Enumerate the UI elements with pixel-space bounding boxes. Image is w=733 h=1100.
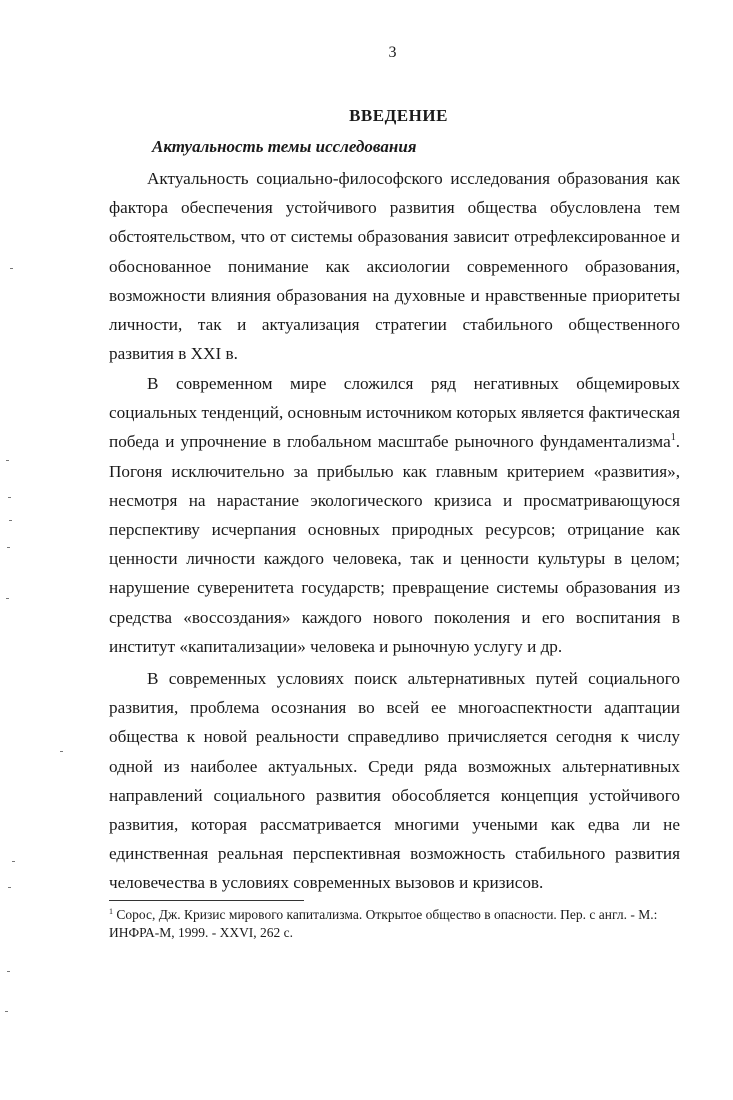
section-subheading: Актуальность темы исследования — [152, 137, 417, 156]
scan-speck — [12, 861, 15, 862]
footnote — [109, 906, 669, 942]
scan-speck — [7, 547, 10, 548]
footnote-text: Сорос, Дж. Кризис мирового капитализма. Открытое общество в опасности. Пер. с англ. - М.: ИНФРА-М, 1999. - XXVI, 262 с. — [109, 907, 658, 940]
footnote-marker: 1 — [109, 907, 113, 916]
paragraph-2: В современном мире сложился ряд негативных общемировых социальных тенденций, основным источником которых является фактическая победа и упрочнение в глобальном масштабе рыночного фундаментализма$^1$. Погоня исключительно за прибылью как главным критерием «развития», несмотря на нарастание экологического кризиса и просматривающуюся перспективу исчерпания основных природных ресурсов; отрицание как ценности личности каждого человека, так и ценности культуры в целом; нарушение суверенитета государств; превращение системы образования из средства «воссоздания» каждого нового поколения и его воспитания в институт «капитализации» человека и рыночную услугу и др. — [109, 374, 681, 656]
paragraph-3: В современных условиях поиск альтернативных путей социального развития, проблема осознания во всей ее многоаспектности адаптации общества к новой реальности справедливо причисляется сегодня к числу одной из наиболее актуальных. Среди ряда возможных альтернативных направлений социального развития обособляется концепция устойчивого развития, которая рассматривается многими учеными как едва ли не единственная реальная перспективная возможность стабильного развития человечества в условиях современных вызовов и кризисов. — [109, 669, 680, 893]
scan-speck — [60, 751, 63, 752]
footnote-divider — [109, 900, 304, 901]
paragraph-2-continuation: Погоня исключительно за прибылью как главным критерием «развития», несмотря на нарастание экологического кризиса и просматривающуюся перспективу исчерпания основных природных ресурсов; отрицание как ценности личности каждого человека, так и ценности культуры в целом; нарушение суверенитета государств; превращение системы образования из средства «воссоздания» каждого нового поколения и его воспитания в институт «капитализации» человека и рыночную услугу и др. — [109, 461, 680, 656]
paragraph-2-text: В современном мире сложился ряд негативных общемировых социальных тенденций, основным источником которых является фактическая победа и упрочнение в глобальном масштабе рыночного фундаментализма — [109, 374, 681, 452]
scan-speck — [9, 520, 12, 521]
scan-speck — [10, 268, 13, 269]
scan-speck — [8, 887, 11, 888]
scan-speck — [7, 971, 10, 972]
section-heading: ВВЕДЕНИЕ — [349, 106, 448, 125]
scan-speck — [6, 460, 9, 461]
scan-speck — [5, 1011, 8, 1012]
footnote-reference: 1 — [670, 432, 676, 444]
paragraph-1: Актуальность социально-философского исследования образования как фактора обеспечения устойчивого развития общества обусловлена тем обстоятельством, что от системы образования зависит отрефлексированное и обоснованное понимание как аксиологии современного образования, возможности влияния образования на духовные и нравственные приоритеты личности, так и актуализация стратегии стабильного общественного развития в XXI в. — [109, 169, 680, 364]
scan-speck — [6, 598, 9, 599]
page-number: 3 — [388, 44, 397, 61]
scan-speck — [8, 497, 11, 498]
